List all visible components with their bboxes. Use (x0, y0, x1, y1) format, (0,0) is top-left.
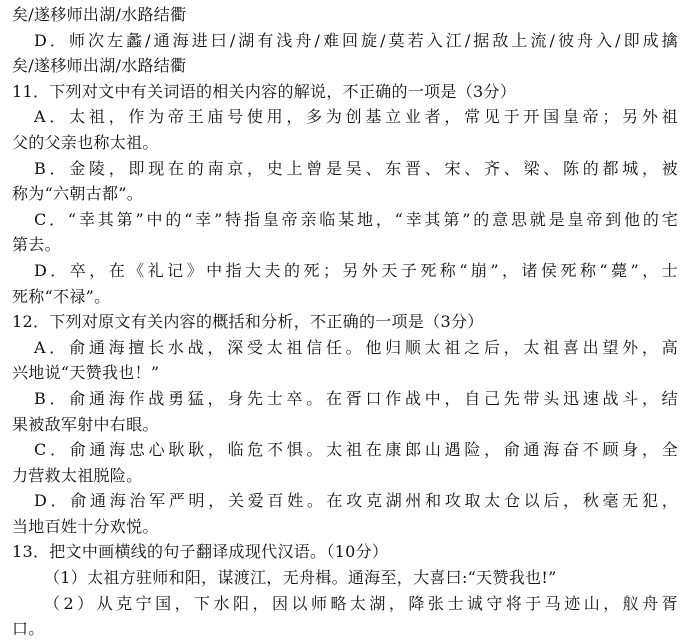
q12-option-a-cont: 兴地说“天赞我也！” (12, 363, 160, 383)
question-12-stem: 12．下列对原文有关内容的概括和分析，不正确的一项是（3分） (12, 312, 484, 332)
q11-option-b-cont: 称为“六朝古都”。 (12, 184, 144, 204)
q12-option-b-cont: 果被敌军射中右眼。 (12, 414, 159, 434)
q13-item-2: （2）从克宁国，下水阳，因以师略太湖，降张士诚守将于马迹山，舣舟胥 (44, 593, 678, 613)
question-13-stem: 13．把文中画横线的句子翻译成现代汉语。（10分） (12, 542, 389, 562)
text-line-1: 矣/遂移师出湖/水路结衢 (12, 5, 187, 24)
q11-option-d-cont: 死称“不禄”。 (12, 286, 111, 306)
q12-option-b: B．俞通海作战勇猛，身先士卒。在胥口作战中，自己先带头迅速战斗，结 (34, 388, 678, 408)
q12-option-c-cont: 力营救太祖脱险。 (12, 465, 143, 485)
text-line-2: D．师次左蠡/通海进曰/湖有浅舟/难回旋/莫若入江/据敌上流/彼舟入/即成擒 (34, 30, 678, 50)
q12-option-a: A．俞通海擅长水战，深受太祖信任。他归顺太祖之后，太祖喜出望外，高 (34, 337, 678, 357)
q13-item-1: （1）太祖方驻师和阳，谋渡江，无舟楫。通海至，大喜曰:“天赞我也!” (44, 568, 557, 588)
question-11-stem: 11．下列对文中有关词语的相关内容的解说，不正确的一项是（3分） (12, 81, 517, 101)
q11-option-a: A．太祖，作为帝王庙号使用，多为创基立业者，常见于开国皇帝；另外祖 (34, 107, 678, 127)
q11-option-c: C．“幸其第”中的“幸”特指皇帝亲临某地，“幸其第”的意思就是皇帝到他的宅 (34, 209, 678, 229)
q12-option-d: D．俞通海治军严明，关爱百姓。在攻克湖州和攻取太仓以后，秋毫无犯， (34, 491, 678, 511)
q11-option-b: B．金陵，即现在的南京，史上曾是吴、东晋、宋、齐、梁、陈的都城，被 (34, 158, 678, 178)
q12-option-d-cont: 当地百姓十分欢悦。 (12, 516, 159, 536)
q12-option-c: C．俞通海忠心耿耿，临危不惧。太祖在康郎山遇险，俞通海奋不顾身，全 (34, 440, 678, 460)
q11-option-d: D．卒，在《礼记》中指大夫的死；另外天子死称“崩”，诸侯死称“薨”，士 (34, 260, 678, 280)
q11-option-a-cont: 父的父亲也称太祖。 (12, 132, 159, 152)
text-line-3: 矣/遂移师出湖/水路结衢 (12, 56, 187, 76)
q11-option-c-cont: 第去。 (12, 235, 61, 255)
q13-item-2-cont: 口。 (12, 619, 45, 639)
